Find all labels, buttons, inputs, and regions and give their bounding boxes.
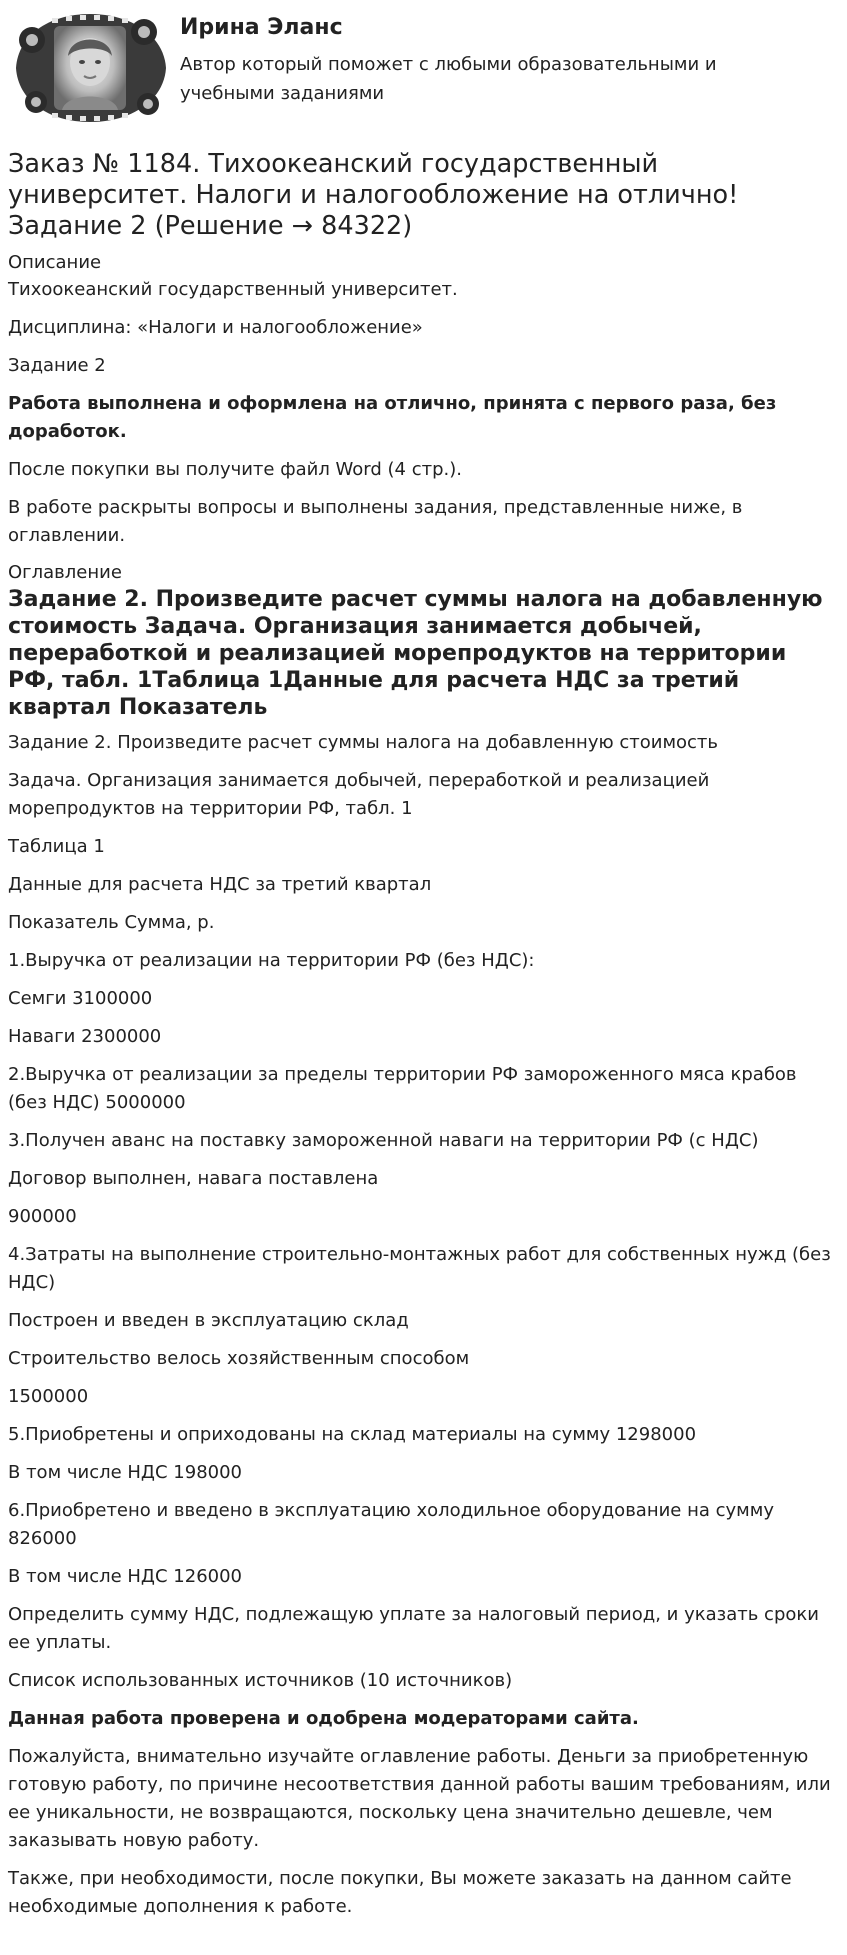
toc-paragraph: 900000 [8, 1206, 77, 1227]
toc-paragraph: Определить сумму НДС, подлежащую уплате за налоговый период, и указать сроки ее уплаты. [8, 1604, 819, 1653]
author-avatar[interactable] [8, 6, 178, 126]
toc-paragraph: Задание 2. Произведите расчет суммы налога на добавленную стоимость [8, 732, 719, 753]
toc-paragraph: 6.Приобретено и введено в эксплуатацию холодильное оборудование на сумму 826000 [8, 1500, 774, 1549]
author-name[interactable]: Ирина Эланс [180, 15, 343, 40]
toc-paragraph: Таблица 1 [8, 836, 105, 857]
footer-paragraph: Пожалуйста, внимательно изучайте оглавление работы. Деньги за приобретенную готовую работу, по причине несоответствия данной работы вашим требованиям, или ее уникальности, не возвращаются, поскольку цена значительно дешевле, чем заказывать новую работу. [8, 1746, 831, 1851]
description-paragraph: После покупки вы получите файл Word (4 стр.). [8, 459, 463, 480]
author-description: Автор который поможет с любыми образовательными и учебными заданиями [180, 54, 717, 104]
author-info [180, 6, 780, 108]
toc-paragraph: 2.Выручка от реализации за пределы территории РФ замороженного мяса крабов (без НДС) 5000000 [8, 1064, 797, 1113]
description-label: Описание [8, 252, 102, 273]
description-paragraph: В работе раскрыты вопросы и выполнены задания, представленные ниже, в оглавлении. [8, 497, 743, 546]
toc-paragraph: 1.Выручка от реализации на территории РФ (без НДС): [8, 950, 535, 971]
description-paragraph: Тихоокеанский государственный университет. [8, 279, 458, 300]
film-reel-avatar-icon [8, 6, 178, 126]
toc-paragraph: В том числе НДС 198000 [8, 1462, 242, 1483]
toc-paragraph: 5.Приобретены и оприходованы на склад материалы на сумму 1298000 [8, 1424, 697, 1445]
toc-heading: Задание 2. Произведите расчет суммы налога на добавленную стоимость Задача. Организация занимается добычей, переработкой и реализацией морепродуктов на территории РФ, табл. 1Таблица 1Данные для расчета НДС за третий квартал Показатель [8, 587, 823, 720]
moderation-note: Данная работа проверена и одобрена модераторами сайта. [8, 1708, 639, 1729]
toc-paragraph: 3.Получен аванс на поставку замороженной наваги на территории РФ (с НДС) [8, 1130, 759, 1151]
author-header [8, 0, 839, 124]
toc-paragraph: Данные для расчета НДС за третий квартал [8, 874, 432, 895]
description-paragraph-bold: Работа выполнена и оформлена на отлично, принята с первого раза, без доработок. [8, 393, 777, 442]
description-paragraph: Задание 2 [8, 355, 106, 376]
toc-paragraph: Семги 3100000 [8, 988, 153, 1009]
toc-label: Оглавление [8, 562, 122, 583]
toc-paragraph: Список использованных источников (10 источников) [8, 1670, 513, 1691]
toc-paragraph: 4.Затраты на выполнение строительно-монтажных работ для собственных нужд (без НДС) [8, 1244, 831, 1293]
toc-paragraph: 1500000 [8, 1386, 89, 1407]
toc-paragraph: Построен и введен в эксплуатацию склад [8, 1310, 409, 1331]
toc-paragraph: Строительство велось хозяйственным способом [8, 1348, 470, 1369]
toc-paragraph: Наваги 2300000 [8, 1026, 162, 1047]
toc-paragraph: Задача. Организация занимается добычей, переработкой и реализацией морепродуктов на территории РФ, табл. 1 [8, 770, 710, 819]
footer-paragraph: Также, при необходимости, после покупки, Вы можете заказать на данном сайте необходимые дополнения к работе. [8, 1868, 792, 1917]
toc-paragraph: В том числе НДС 126000 [8, 1566, 242, 1587]
toc-paragraph: Показатель Сумма, р. [8, 912, 215, 933]
order-title: Заказ № 1184. Тихоокеанский государственный университет. Налоги и налогообложение на отлично! Задание 2 (Решение → 84322) [8, 149, 739, 241]
description-paragraph: Дисциплина: «Налоги и налогообложение» [8, 317, 423, 338]
toc-paragraph: Договор выполнен, навага поставлена [8, 1168, 379, 1189]
